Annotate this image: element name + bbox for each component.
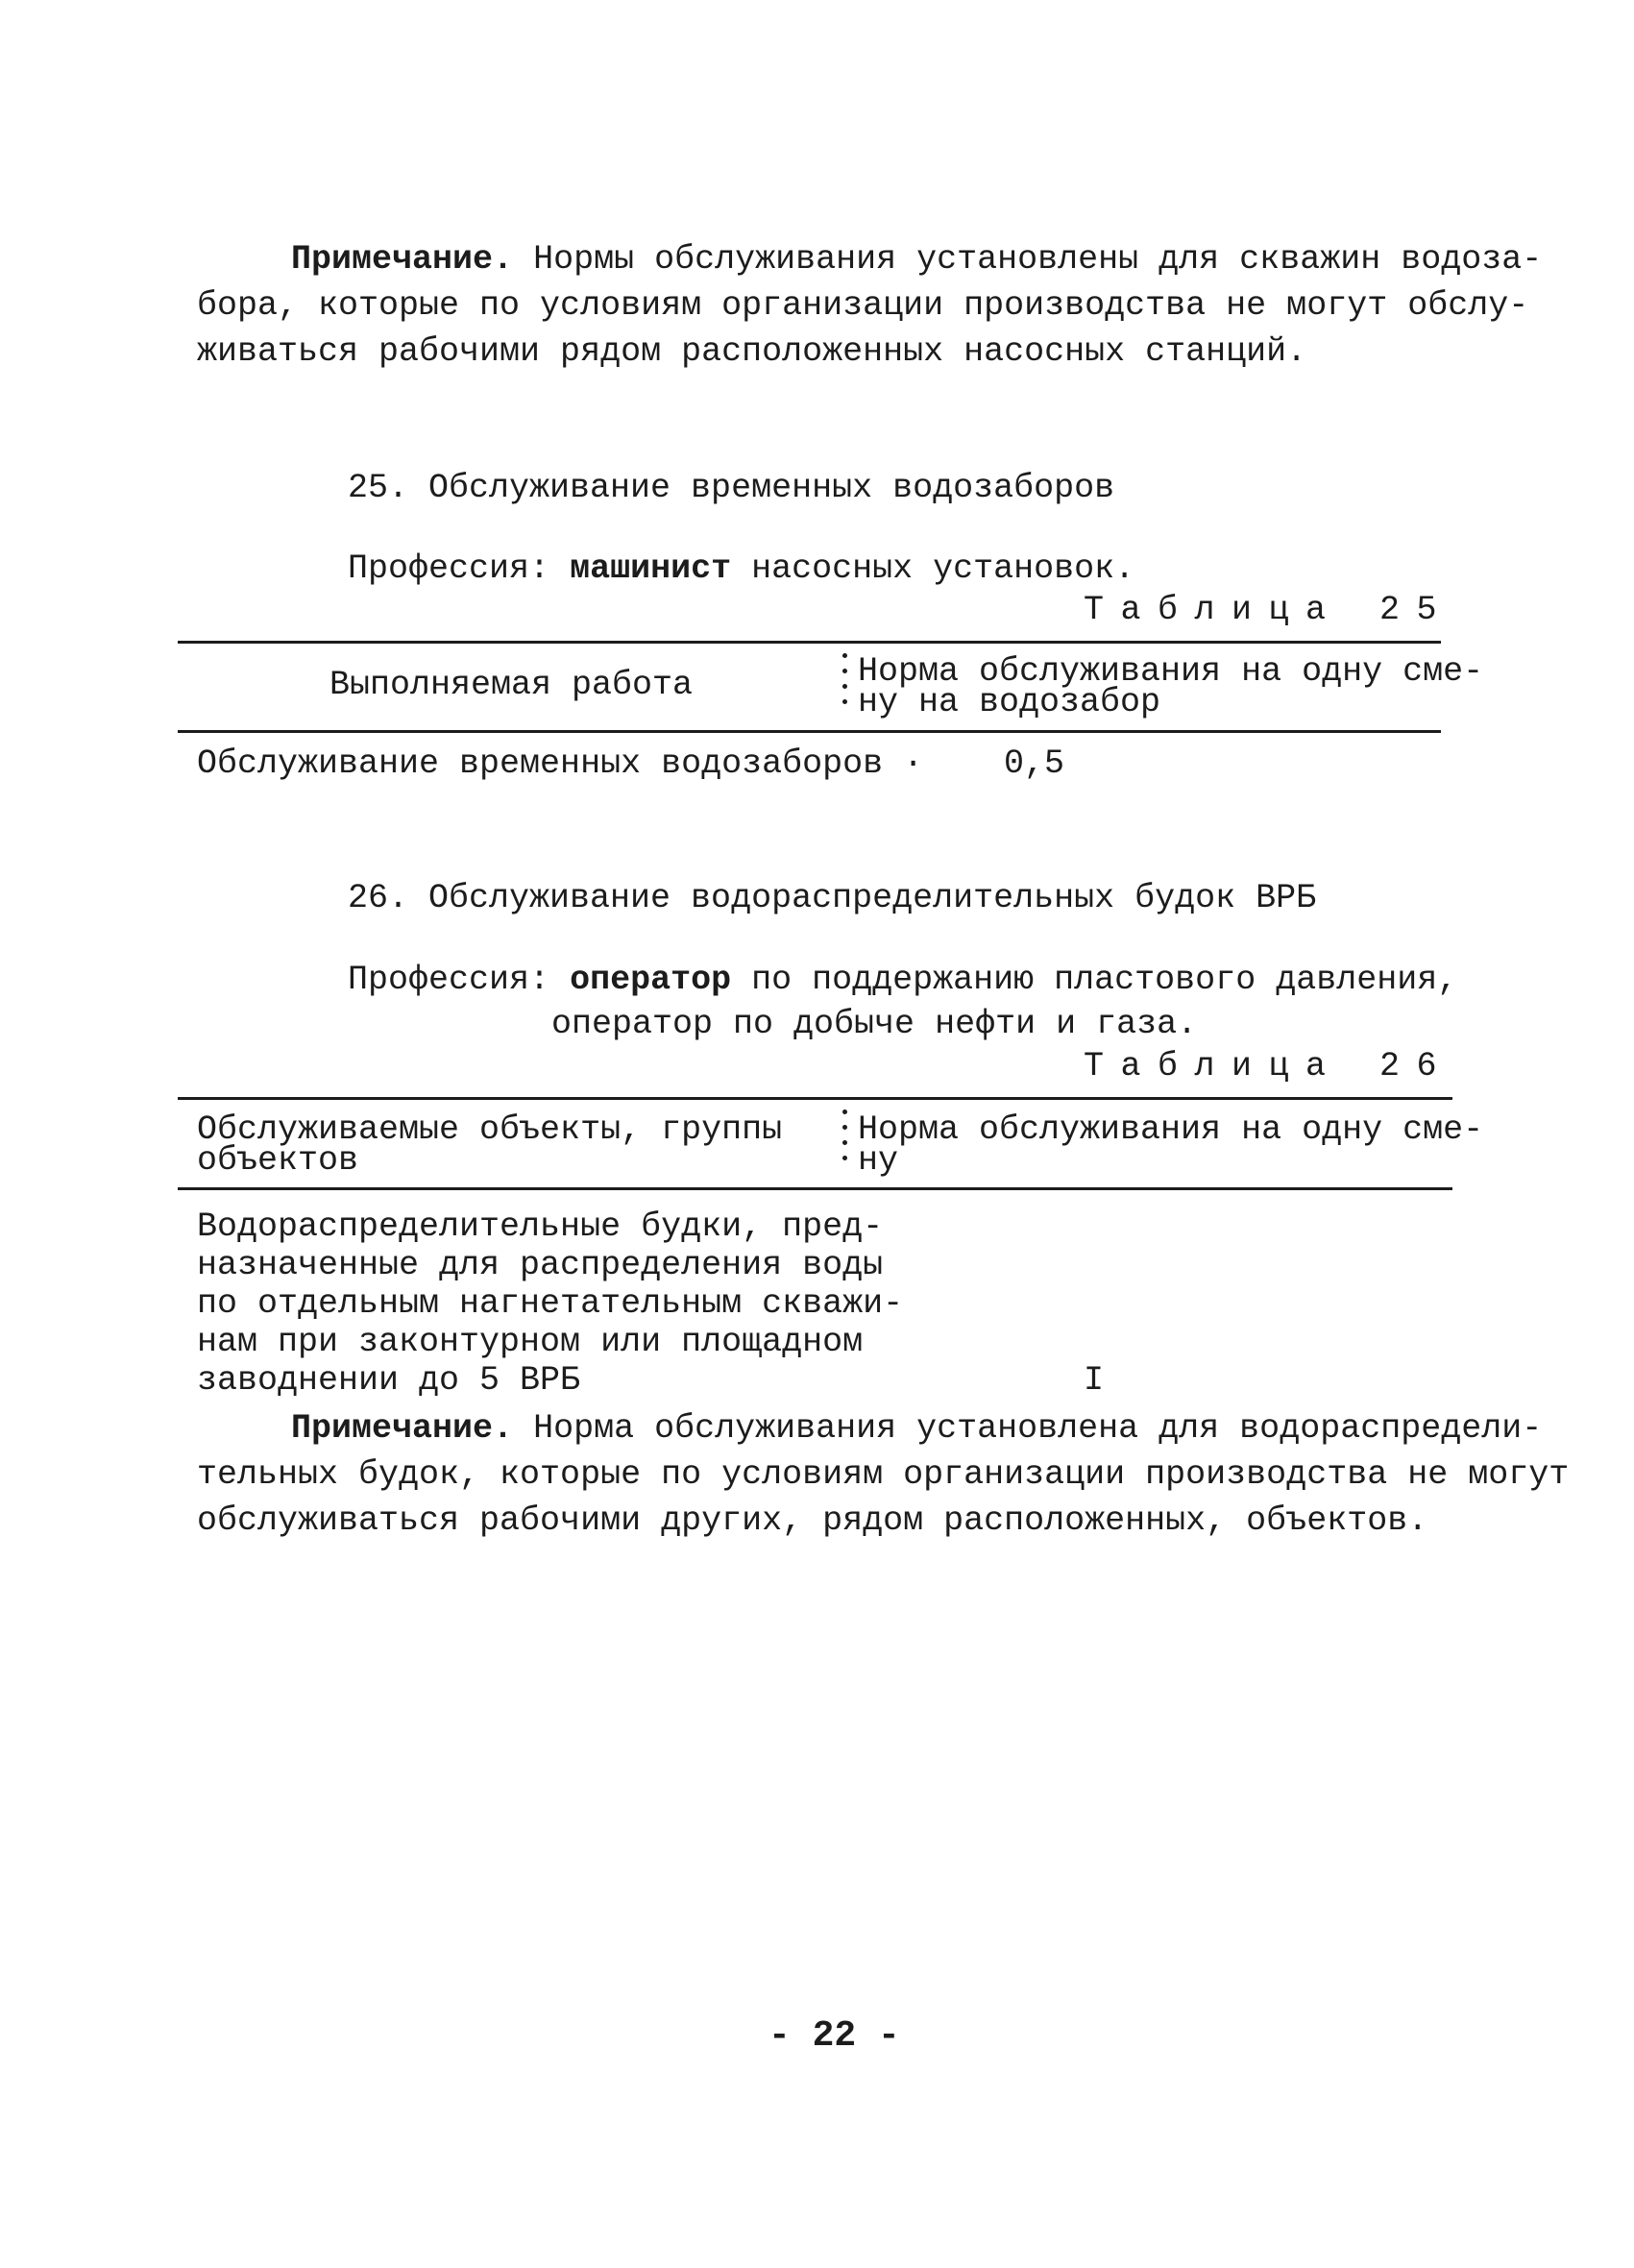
table25-col1-header: Выполняемая работа: [329, 666, 694, 704]
note1-line3: живаться рабочими рядом расположенных насосных станций.: [197, 332, 1307, 371]
table25-col2-header-line1: Норма обслуживания на одну сме-: [858, 652, 1484, 691]
table25-col2-header-line2: ну на водозабор: [858, 683, 1161, 721]
note1-line2: бора, которые по условиям организации производства не могут обслу-: [197, 286, 1529, 325]
table25-column-divider: [842, 653, 847, 715]
table25-top-rule: [178, 641, 1441, 644]
table26-row-line5: заводнении до 5 ВРБ: [197, 1361, 581, 1400]
table26-top-rule: [178, 1097, 1452, 1100]
table26-col1-header-line1: Обслуживаемые объекты, группы: [197, 1110, 783, 1149]
table26-caption: Таблица 26: [1084, 1047, 1454, 1085]
section26-profession-line2: оператор по добыче нефти и газа.: [551, 1005, 1198, 1043]
table26-row-line4: нам при законтурном или площадном: [197, 1323, 864, 1361]
page-number: - 22 -: [768, 2015, 900, 2057]
table26-col1-header-line2: объектов: [197, 1141, 359, 1180]
note2-line1: Примечание. Норма обслуживания установлена для водораспредели-: [291, 1409, 1543, 1448]
table25-row-work: Обслуживание временных водозаборов ·: [197, 744, 924, 783]
table25-header-rule: [178, 730, 1441, 733]
note1-label: Примечание.: [291, 240, 514, 279]
table25-caption: Таблица 25: [1084, 591, 1454, 629]
note1-line1: Примечание. Нормы обслуживания установлены для скважин водоза-: [291, 240, 1543, 279]
section25-heading: 25. Обслуживание временных водозаборов: [348, 469, 1115, 507]
table26-row-line3: по отдельным нагнетательным скважи-: [197, 1284, 904, 1323]
note2-line2: тельных будок, которые по условиям организации производства не могут: [197, 1455, 1570, 1494]
table25-row-norm: 0,5: [1004, 744, 1065, 783]
table26-row-norm: I: [1084, 1361, 1105, 1400]
table26-row-line2: назначенные для распределения воды: [197, 1246, 884, 1284]
table26-column-divider: [842, 1110, 847, 1171]
section25-profession: Профессия: машинист насосных установок.: [348, 549, 1135, 588]
table26-header-rule: [178, 1187, 1452, 1190]
note2-line3: обслуживаться рабочими других, рядом расположенных, объектов.: [197, 1501, 1428, 1540]
note2-label: Примечание.: [291, 1409, 514, 1448]
table26-col2-header-line1: Норма обслуживания на одну сме-: [858, 1110, 1484, 1149]
table26-row-line1: Водораспределительные будки, пред-: [197, 1207, 884, 1246]
section26-heading: 26. Обслуживание водораспределительных будок ВРБ: [348, 879, 1317, 917]
table26-col2-header-line2: ну: [858, 1141, 899, 1180]
section26-profession-line1: Профессия: оператор по поддержанию пластового давления,: [348, 961, 1458, 999]
